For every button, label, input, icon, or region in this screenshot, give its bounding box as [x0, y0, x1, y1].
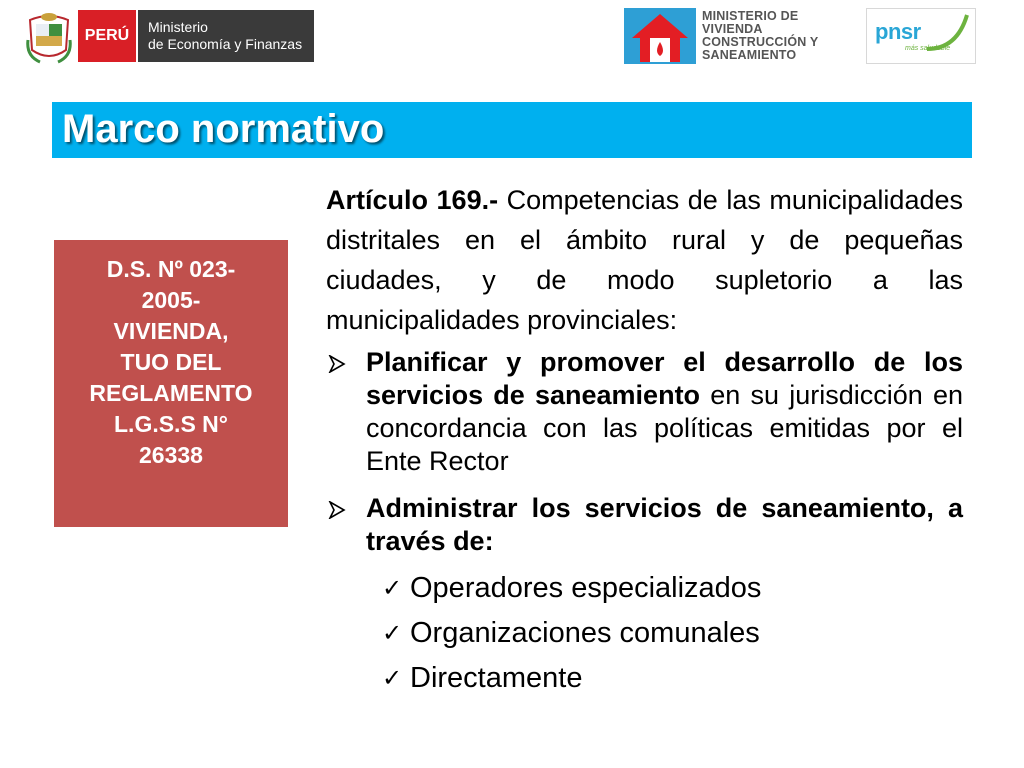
bullet-text: en su jurisdicción en concordancia con las políticas emitidas por el Ente Rector [366, 380, 964, 476]
checkmark-icon: ✓ [382, 575, 403, 602]
checklist-label: Directamente [410, 662, 583, 694]
checklist-item [382, 566, 963, 611]
article-label: Artículo 169.- [326, 185, 499, 215]
ministerio-vivienda-logo [624, 8, 856, 64]
checklist-item [382, 611, 963, 656]
checklist-item [382, 656, 963, 701]
pnsr-tagline: más saludable [905, 45, 951, 52]
checklist [326, 566, 963, 701]
bullet-bold-text: Planificar y promover el desarrollo de los servicios de saneamiento [366, 347, 963, 410]
vivienda-line-2: VIVIENDA [702, 22, 763, 36]
decree-line: 2005- [141, 287, 201, 313]
peru-coat-of-arms-icon [26, 10, 72, 66]
title-bar [52, 102, 972, 158]
decree-line: VIVIENDA, [113, 318, 229, 344]
article-text: Competencias de las municipalidades distritales en el ámbito rural y de pequeñas ciudades, y de modo supletorio a las municipalidades provinciales: [326, 185, 963, 335]
peru-mef-logo [78, 10, 314, 62]
decree-line: D.S. Nº 023- [106, 256, 236, 282]
ministry-line-2: de Economía y Finanzas [148, 36, 303, 52]
peru-label: PERÚ [78, 10, 136, 62]
vivienda-line-4: SANEAMIENTO [702, 48, 797, 62]
pnsr-text: pnsr [875, 19, 921, 44]
arrow-bullet-icon [328, 501, 346, 519]
checklist-label: Organizaciones comunales [410, 617, 760, 649]
checkmark-icon: ✓ [382, 665, 403, 692]
decree-line: REGLAMENTO [89, 380, 253, 406]
article-paragraph [326, 180, 963, 340]
list-item [326, 492, 963, 558]
decree-line: TUO DEL [120, 349, 222, 375]
decree-line: L.G.S.S N° [114, 411, 228, 437]
bullet-bold-text: Administrar los servicios de saneamiento, a través de: [366, 493, 963, 556]
arrow-bullet-icon [328, 355, 346, 373]
list-item [326, 346, 963, 478]
page-title: Marco normativo [62, 107, 385, 151]
article-content [326, 180, 963, 701]
vivienda-line-1: MINISTERIO DE [702, 9, 799, 23]
decree-reference-box [54, 240, 288, 527]
house-drop-icon [624, 8, 696, 64]
checkmark-icon: ✓ [382, 620, 403, 647]
vivienda-line-3: CONSTRUCCIÓN Y [702, 35, 819, 49]
decree-line: 26338 [139, 442, 203, 468]
checklist-label: Operadores especializados [410, 572, 762, 604]
pnsr-logo [866, 8, 976, 64]
ministry-line-1: Ministerio [148, 19, 208, 35]
